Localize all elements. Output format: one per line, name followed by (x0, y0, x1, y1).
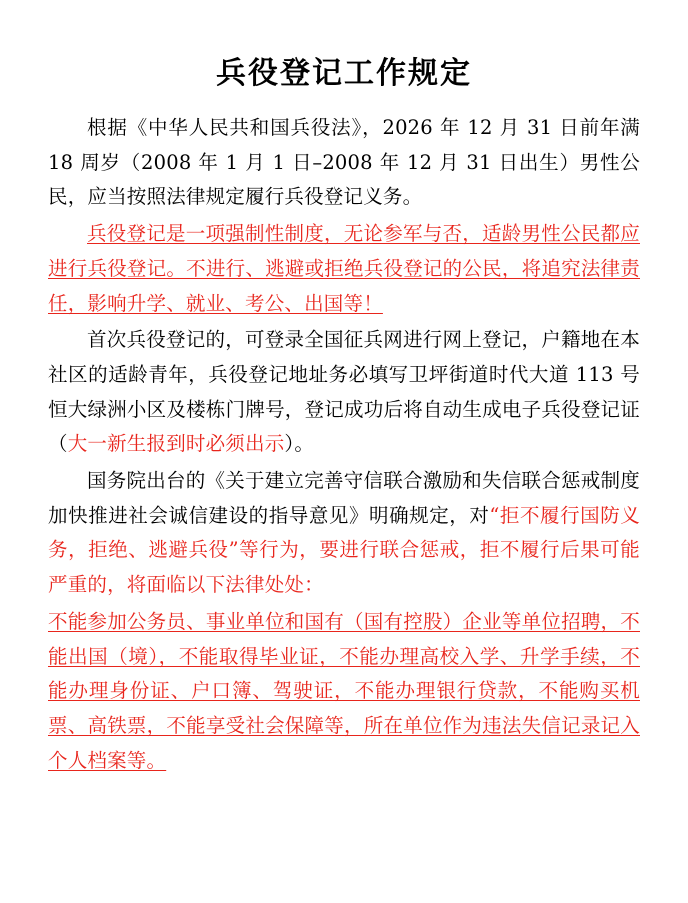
paragraph-2 (48, 217, 640, 321)
paragraph-4 (48, 464, 640, 603)
paragraph-4-segment-2: “拒不履行国防义务，拒绝、逃避兵役”等行为，要进行联合惩戒，拒不履行后果可能严重的，将面临以下法律处处： (48, 503, 640, 597)
paragraph-1 (48, 111, 640, 215)
paragraph-1-segment-1: 根据《中华人民共和国兵役法》，2026 年 12 月 31 日前年满 18 周岁（2008 年 1 月 1 日–2008 年 12 月 31 日出生）男性公民，应当按照法律规定履行兵役登记义务。 (48, 116, 640, 209)
paragraph-5 (48, 605, 640, 779)
paragraph-4-segment-1: 国务院出台的《关于建立完善守信联合激励和失信联合惩戒制度加快推进社会诚信建设的指导意见》明确规定，对 (48, 469, 640, 527)
paragraph-3-segment-1: 首次兵役登记的，可登录全国征兵网进行网上登记，户籍地在本社区的适龄青年，兵役登记地址务必填写卫坪街道时代大道 113 号恒大绿洲小区及楼栋门牌号，登记成功后将自动生成电子兵役登记证（ (48, 328, 640, 456)
page-title: 兵役登记工作规定 (216, 56, 472, 91)
paragraph-5-segment-1: 不能参加公务员、事业单位和国有（国有控股）企业等单位招聘，不能出国（境），不能取得毕业证，不能办理高校入学、升学手续，不能办理身份证、户口簿、驾驶证，不能办理银行贷款，不能购买机票、高铁票，不能享受社会保障等，所在单位作为违法失信记录记入个人档案等。 (48, 609, 640, 772)
paragraph-3 (48, 323, 640, 462)
paragraph-3-segment-3: ）。 (284, 432, 315, 456)
paragraph-3-segment-2: 大一新生报到时必须出示 (67, 432, 285, 456)
paragraph-2-segment-1: 兵役登记是一项强制性制度，无论参军与否，适龄男性公民都应进行兵役登记。不进行、逃避或拒绝兵役登记的公民，将追究法律责任，影响升学、就业、考公、出国等！ (48, 222, 640, 315)
